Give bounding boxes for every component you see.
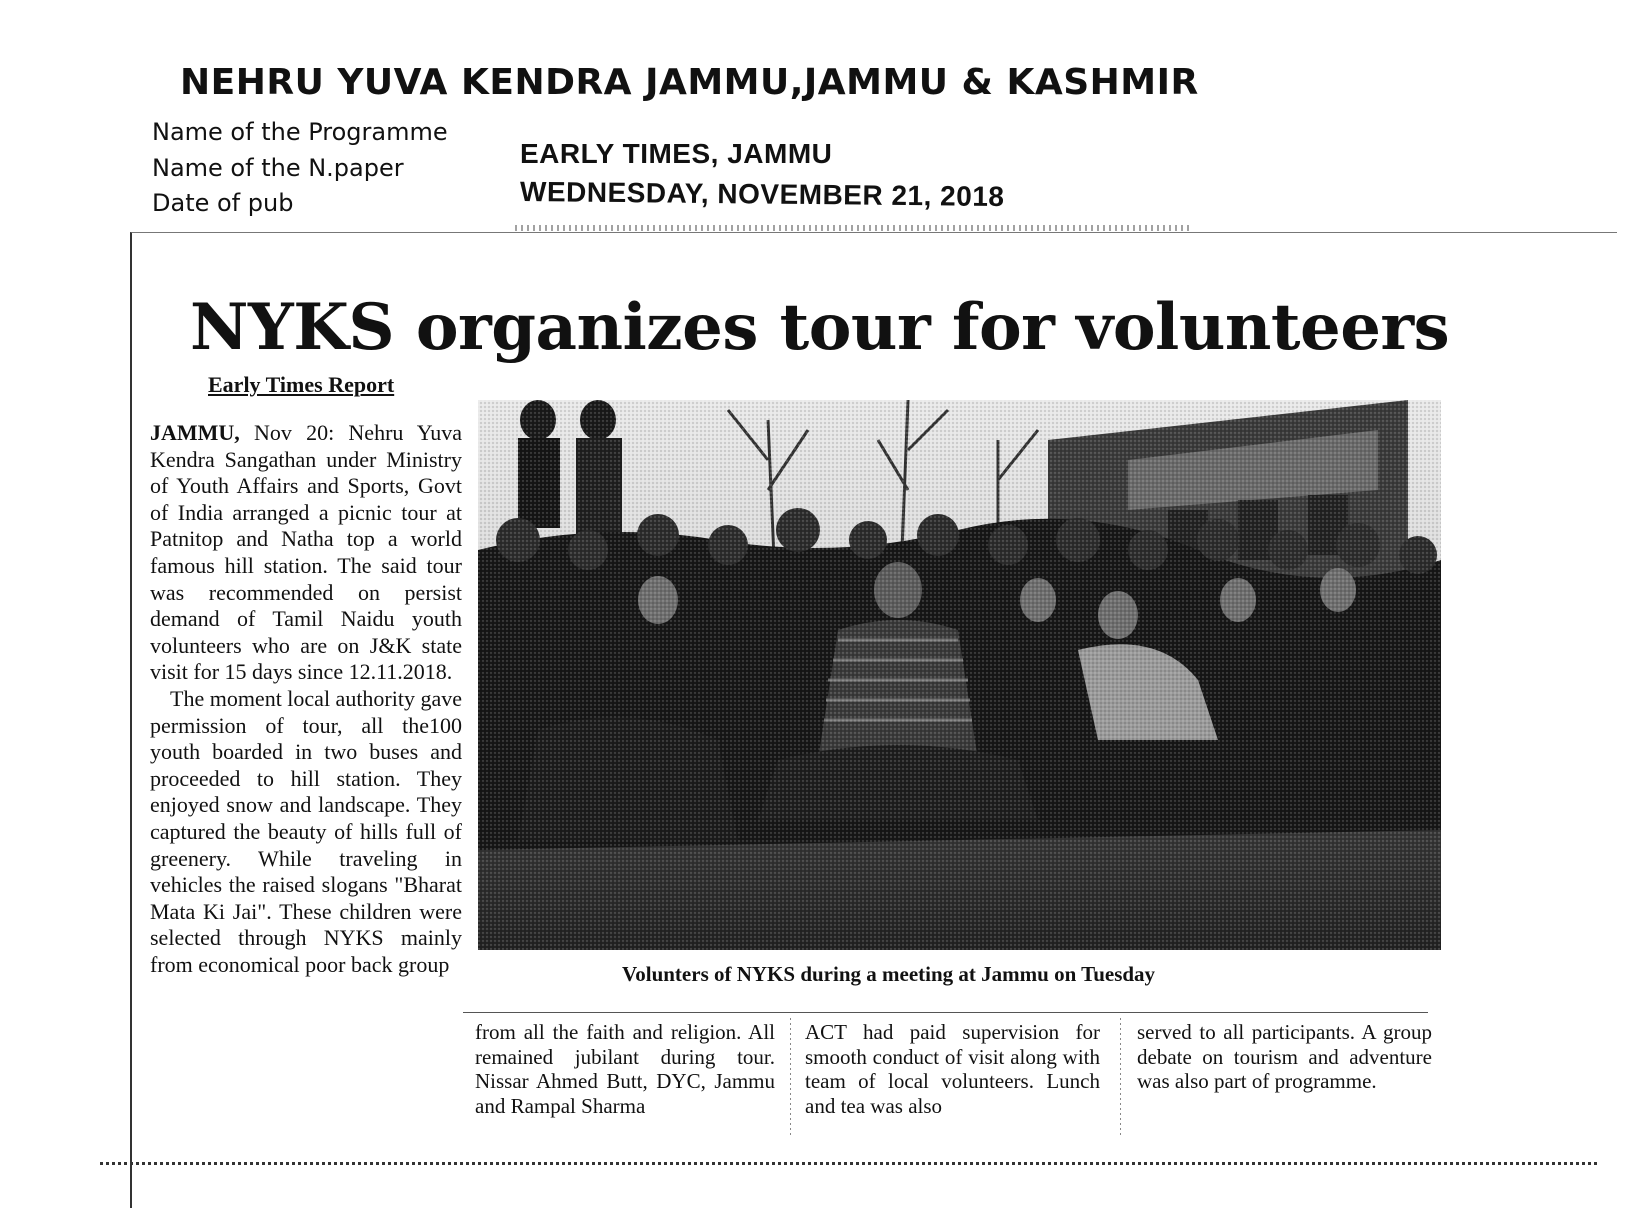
article-paragraph-2: The moment local authority gave permission of tour, all the100 youth boarded in two buses and proceeded to hill station. They enjoyed snow and landscape. They captured the beauty of hills full of greenery. While traveling in vehicles the raised slogans "Bharat Mata Ki Jai". These children were selected through NYKS mainly from economical poor back group — [150, 685, 463, 977]
article-column-3: ACT had paid supervision for smooth conduct of visit along with team of local volunteers. Lunch and tea was also — [805, 1020, 1100, 1118]
clip-bottom-edge — [100, 1162, 1600, 1165]
article-column-2: from all the faith and religion. All remained jubilant during tour. Nissar Ahmed Butt, DYC, Jammu and Rampal Sharma — [475, 1020, 775, 1118]
label-programme: Name of the Programme — [152, 118, 448, 146]
photo-illustration — [478, 400, 1441, 950]
label-newspaper: Name of the N.paper — [152, 154, 404, 182]
caption-rule — [463, 1012, 1428, 1013]
article-column-1 — [150, 420, 462, 978]
label-date: Date of pub — [152, 189, 294, 217]
article-dateline: JAMMU, — [150, 420, 240, 445]
volunteers-group-photo — [478, 400, 1441, 950]
publication-date: WEDNESDAY, NOVEMBER 21, 2018 — [519, 176, 1005, 213]
column-separator — [790, 1018, 791, 1138]
article-headline: NYKS organizes tour for volunteers — [190, 290, 1450, 365]
photo-caption: Volunters of NYKS during a meeting at Jammu on Tuesday — [622, 962, 1156, 986]
article-paragraph-1: Nov 20: Nehru Yuva Kendra Sangathan under Ministry of Youth Affairs and Sports, Govt of India arranged a picnic tour at Patnitop and Natha top a world famous hill station. The said tour was recommended on persist demand of Tamil Naidu youth volunteers who are on J&K state visit for 15 days since 12.11.2018. — [150, 420, 462, 685]
article-byline: Early Times Report — [208, 372, 395, 397]
article-column-4: served to all participants. A group debate on tourism and adventure was also part of programme. — [1137, 1020, 1432, 1093]
column-separator — [1120, 1018, 1121, 1138]
newspaper-name: EARLY TIMES, JAMMU — [520, 138, 833, 169]
organisation-title: NEHRU YUVA KENDRA JAMMU,JAMMU & KASHMIR — [180, 62, 1199, 103]
clip-top-edge — [515, 225, 1190, 231]
